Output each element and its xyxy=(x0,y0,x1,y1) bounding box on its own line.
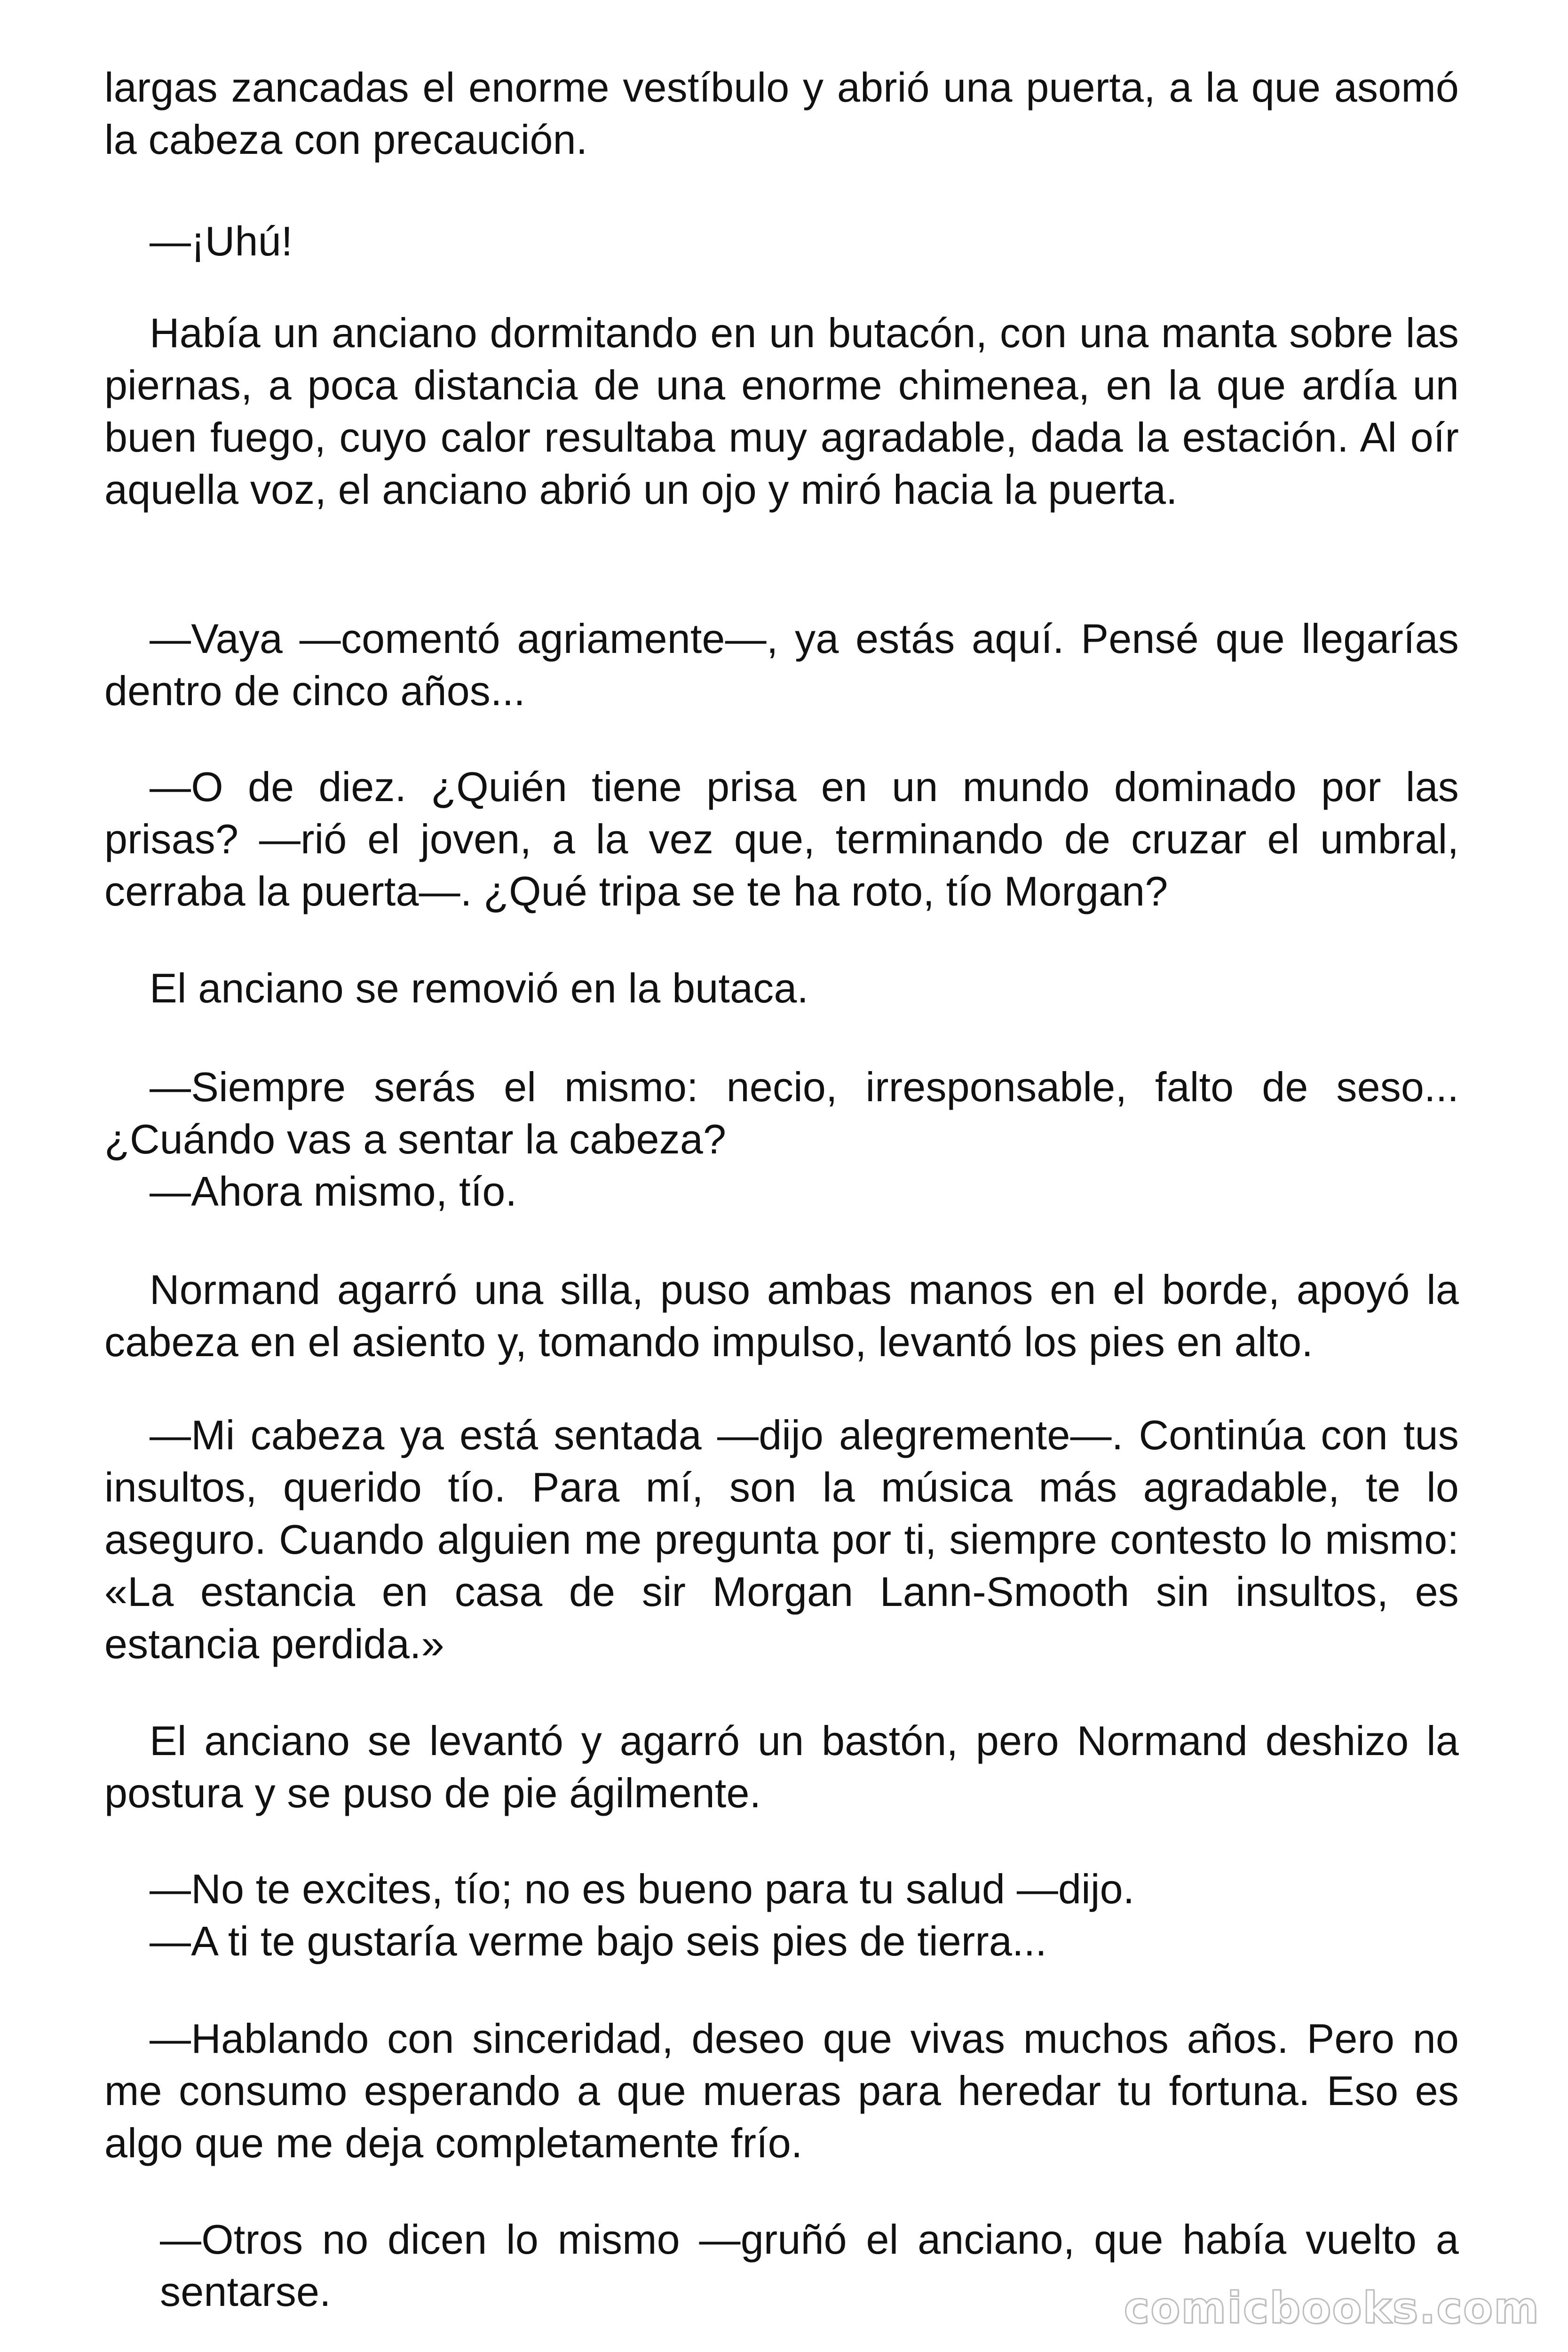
paragraph-6: El anciano se removió en la butaca. xyxy=(150,965,809,1011)
paragraph-5: —O de diez. ¿Quién tiene prisa en un mundo dominado por las prisas? —rió el joven, a la vez que, terminando de cruzar el umbral, cerraba la puerta—. ¿Qué tripa se te ha roto, tío Morgan? xyxy=(104,763,1459,914)
paragraph-11: El anciano se levantó y agarró un bastón, pero Normand deshizo la postura y se puso de pie ágilmente. xyxy=(104,1717,1459,1816)
paragraph-13: —A ti te gustaría verme bajo seis pies de tierra... xyxy=(150,1918,1047,1964)
paragraph-2: —¡Uhú! xyxy=(150,218,293,264)
paragraph-10: —Mi cabeza ya está sentada —dijo alegremente—. Continúa con tus insultos, querido tío. Para mí, son la música más agradable, te lo aseguro. Cuando alguien me pregunta por ti, siempre contesto lo mismo: «La estancia en casa de sir Morgan Lann-Smooth sin insultos, es estancia perdida.» xyxy=(104,1412,1459,1667)
paragraph-1: largas zancadas el enorme vestíbulo y abrió una puerta, a la que asomó la cabeza con precaución. xyxy=(104,64,1459,163)
paragraph-14: —Hablando con sinceridad, deseo que vivas muchos años. Pero no me consumo esperando a que mueras para heredar tu fortuna. Eso es algo que me deja completamente frío. xyxy=(104,2015,1459,2166)
paragraph-4: —Vaya —comentó agriamente—, ya estás aquí. Pensé que llegarías dentro de cinco años... xyxy=(104,615,1459,714)
paragraph-15: —Otros no dicen lo mismo —gruñó el anciano, que había vuelto a sentarse. xyxy=(160,2216,1459,2315)
paragraph-9: Normand agarró una silla, puso ambas manos en el borde, apoyó la cabeza en el asiento y, tomando impulso, levantó los pies en alto. xyxy=(104,1266,1459,1365)
paragraph-7: —Siempre serás el mismo: necio, irresponsable, falto de seso... ¿Cuándo vas a sentar la cabeza? xyxy=(104,1064,1459,1162)
paragraph-12: —No te excites, tío; no es bueno para tu salud —dijo. xyxy=(150,1866,1135,1912)
watermark-logo: comicbooks.com xyxy=(1124,2283,1540,2333)
paragraph-8: —Ahora mismo, tío. xyxy=(150,1168,517,1215)
paragraph-3: Había un anciano dormitando en un butacón, con una manta sobre las piernas, a poca distancia de una enorme chimenea, en la que ardía un buen fuego, cuyo calor resultaba muy agradable, dada la estación. Al oír aquella voz, el anciano abrió un ojo y miró hacia la puerta. xyxy=(104,310,1459,513)
